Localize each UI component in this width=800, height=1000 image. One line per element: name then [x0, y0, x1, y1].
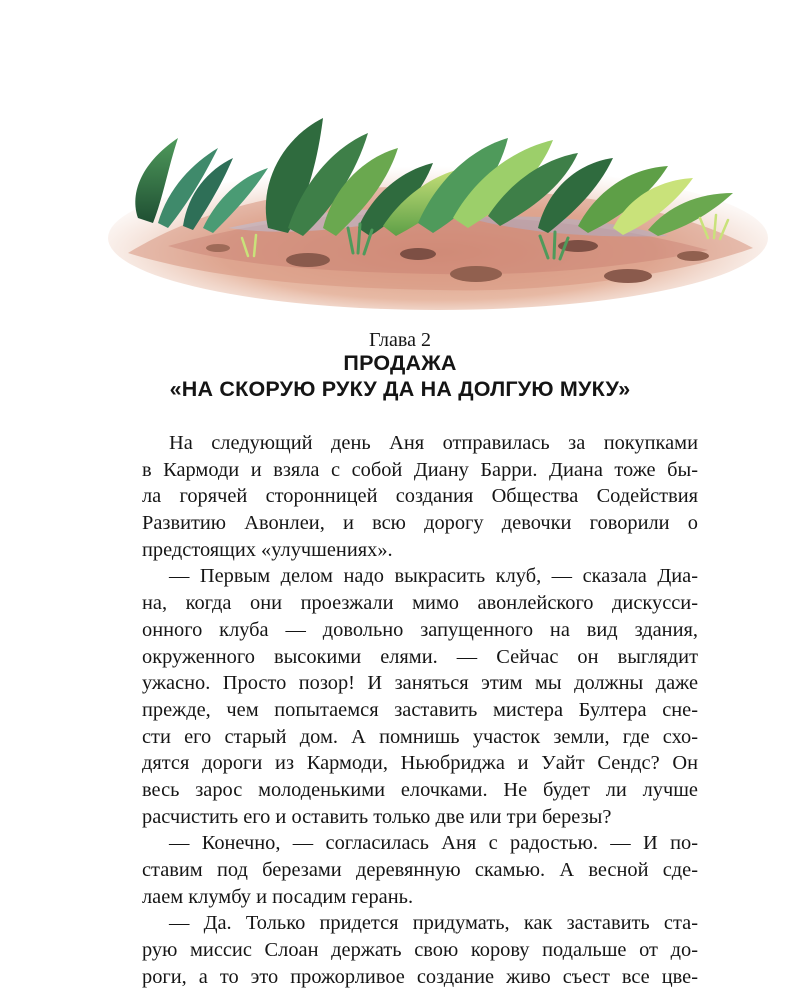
text-line: онного клуба — довольно запущенного на вид здания,	[142, 618, 698, 641]
text-line: роги, а то это прожорливое создание живо съест все цве-	[142, 965, 698, 988]
text-line: расчистить его и оставить только две или три березы?	[142, 805, 612, 828]
chapter-title-line-2: «НА СКОРУЮ РУКУ ДА НА ДОЛГУЮ МУКУ»	[169, 377, 631, 401]
text-line: на, когда они проезжали мимо авонлейского дискусси-	[142, 592, 698, 615]
text-line: На следующий день Аня отправилась за покупками	[169, 432, 698, 454]
text-line: ла горячей сторонницей создания Общества Содействия	[142, 485, 698, 508]
text-line: ставим под березами деревянную скамью. А весной сде-	[142, 859, 698, 881]
paragraph	[142, 910, 698, 990]
text-line: Развитию Авонлеи, и всю дорогу девочки говорили о	[142, 512, 698, 535]
text-line: — Конечно, — согласилась Аня с радостью. — И по-	[169, 832, 698, 855]
chapter-title	[100, 350, 700, 402]
text-line: ужасно. Просто позор! И заняться этим мы должны даже	[142, 672, 698, 695]
text-line: предстоящих «улучшениях».	[142, 538, 393, 561]
botanical-watercolor-illustration	[108, 78, 768, 310]
text-line: лаем клумбу и посадим герань.	[142, 885, 414, 908]
text-line: весь зарос молоденькими елочками. Не будет ли лучше	[142, 778, 698, 801]
text-line: рую миссис Слоан держать свою корову подальше от до-	[142, 939, 698, 962]
chapter-number: Глава 2	[369, 329, 431, 351]
chapter-body	[142, 430, 698, 990]
text-line: сти его старый дом. А помнишь участок земли, где схо-	[142, 725, 698, 748]
chapter-title-line-1: ПРОДАЖА	[343, 351, 457, 375]
paragraph	[142, 430, 698, 563]
paragraph	[142, 563, 698, 830]
text-line: — Да. Только придется придумать, как заставить ста-	[169, 912, 698, 935]
text-line: окруженного высокими елями. — Сейчас он выглядит	[142, 645, 698, 668]
text-line: в Кармоди и взяла с собой Диану Барри. Диана тоже бы-	[142, 458, 698, 481]
paragraph	[142, 830, 698, 910]
text-line: прежде, чем попытаемся заставить мистера Бултера сне-	[142, 698, 698, 721]
text-line: — Первым делом надо выкрасить клуб, — сказала Диа-	[169, 565, 698, 588]
text-line: дятся дороги из Кармоди, Ньюбриджа и Уайт Сендс? Он	[142, 752, 698, 775]
